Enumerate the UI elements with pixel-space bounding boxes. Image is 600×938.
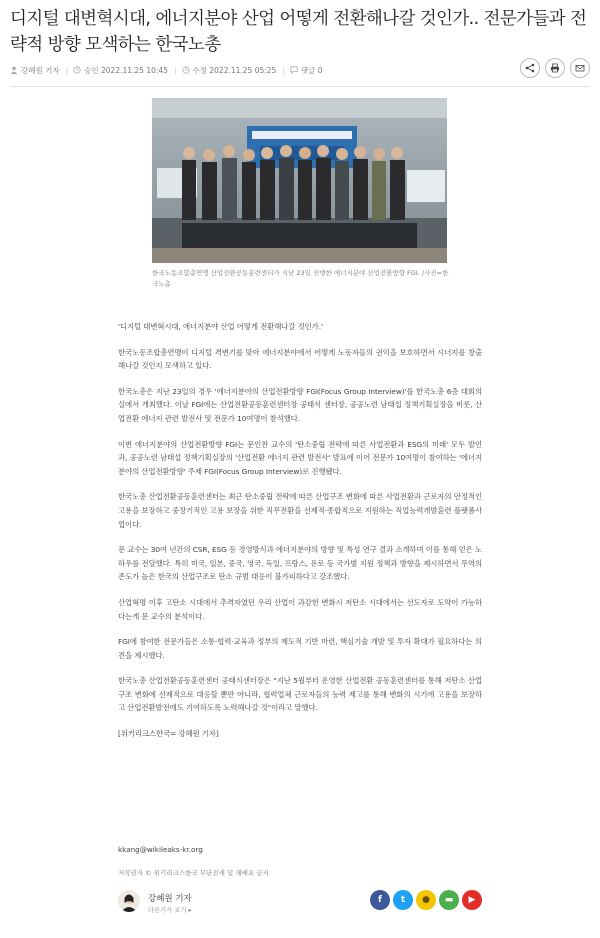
- byline-bracket: [위키리크스한국= 강혜원 기자]: [118, 729, 219, 739]
- author-name-meta: 강혜원 기자: [21, 65, 60, 75]
- paragraph: '디지털 대변혁시대, 에너지분야 산업 어떻게 전환해나갈 것인가.': [118, 322, 323, 331]
- share-button[interactable]: [520, 58, 540, 78]
- mail-icon: [575, 63, 585, 73]
- comments-meta[interactable]: [290, 65, 323, 76]
- modified-meta: [182, 65, 277, 76]
- paragraph: 산업혁명 이후 고탄소 시대에서 추격자였던 우리 산업이 과감한 변화시 저탄소 시대에서는 선도자로 도약이 가능하다는게 문 교수의 분석이다.: [118, 597, 482, 621]
- paragraph: 문 교수는 30여 년간의 CSR, ESG 등 경영방식과 에너지분야의 방향 및 특성 연구 결과 소개하며 이를 통해 얻은 노하우를 전달했다. 특히 미국, 일본, 중국, 영국, 독일, 프랑스, 유로 등 국가별 지원 정책과 방향을 제시하면서 무역의존도가 높은 한국의 산업구조로 탄소 규범 대응이 불가피하다고 강조했다.: [118, 545, 482, 582]
- comment-icon: [290, 66, 298, 74]
- paragraph: 한국노총 산업전환공동훈련센터는 최근 탄소중립 전략에 따른 산업구조 변화에 따른 사업전환과 근로자의 안정적인 고용을 보장하고 중장기적인 고용 보장을 위한 직무전환을 선제적·종합적으로 지원하는 직업능력개발훈련 플랫폼사업이다.: [118, 492, 482, 529]
- more-articles-link[interactable]: 다른기사 보기 ▸: [148, 907, 192, 914]
- copyright-notice: 저작권자 © 위키리크스한국 무단전재 및 재배포 금지: [118, 869, 269, 877]
- article-title: 디지털 대변혁시대, 에너지분야 산업 어떻게 전환해나갈 것인가.. 전문가들과 전략적 방향 모색하는 한국노총: [10, 9, 587, 55]
- photo-caption: 한국노동조합총연맹 산업전환공동훈련센터가 지난 23일 진행한 에너지분야 산업전환방향 FGI. /사진=한국노총: [152, 269, 449, 288]
- clock-icon: [73, 66, 81, 74]
- share-icon: [525, 63, 535, 73]
- clock-icon: [182, 66, 190, 74]
- author-email[interactable]: kkang@wikileaks-kr.org: [118, 845, 203, 854]
- approved-meta: [73, 65, 168, 76]
- share-bar: [370, 890, 482, 910]
- kakaostory-icon[interactable]: ●: [416, 890, 436, 910]
- paragraph: 한국노총은 지난 23일의 경우 '에너지분야의 산업전환방향 FGI(Focus Group Interview)'를 한국노총 6층 대회의실에서 개최했다. 이날 FGI에는 산업전환공동훈련센터장 공태식 센터장, 공공노련 남태섭 정책기획실장을 비롯, 산업전환 에너지 관련 발전사 및 전문가 10여명이 참석했다.: [118, 386, 482, 423]
- author-meta: [10, 65, 60, 76]
- print-icon: [550, 63, 560, 73]
- paragraph: 이번 에너지분야의 산업전환방향 FGI는 문인찬 교수의 '탄소중립 전략에 따른 사업전환과 ESG의 미래' 모두 발언과, 공공노련 남태섭 정책기획실장의 '산업전환 에너지 관련 발전사' 발표에 이어 전문가 10여명이 참여하는 '에너지분야의 산업전환방향' 주제 FGI(Focus Group Interview)로 진행됐다.: [118, 439, 482, 476]
- person-icon: [10, 66, 18, 74]
- article-tools: [520, 58, 590, 78]
- avatar[interactable]: [118, 890, 140, 912]
- paragraph: 한국노동조합총연맹이 디지털 격변기를 맞아 에너지분야에서 어떻게 노동자들의 권익을 보호하면서 시너지를 창출해나갈 것인지 모색하고 있다.: [118, 347, 482, 371]
- paragraph: FGI에 참여한 전문가들은 소통·협력·교육과 정부의 제도적 기반 마련, 핵심기술 개발 및 투자 확대가 필요하다는 의견을 제시했다.: [118, 637, 482, 660]
- divider: [10, 86, 590, 87]
- facebook-icon[interactable]: f: [370, 890, 390, 910]
- article-body: [118, 320, 482, 753]
- modified-date: 수정 2022.11.25 05:25: [192, 65, 277, 75]
- youtube-icon[interactable]: ▶: [462, 890, 482, 910]
- comment-count: 댓글 0: [300, 65, 323, 75]
- print-button[interactable]: [545, 58, 565, 78]
- mail-button[interactable]: [570, 58, 590, 78]
- author-box-name[interactable]: 강혜원 기자: [148, 894, 192, 904]
- author-box: [118, 890, 482, 928]
- article-photo[interactable]: [152, 98, 447, 263]
- article-meta: 강혜원 기자 | 승인 2022.11.25 10:45 | 수정 2022.11.25 05:25 | 댓글 0: [10, 62, 590, 78]
- approved-date: 승인 2022.11.25 10:45: [84, 65, 168, 75]
- paragraph: 한국노총 산업전환공동훈련센터 공태식센터장은 "지난 5월부터 운영한 산업전환 공동훈련센터를 통해 저탄소 산업구조 변화에 선제적으로 대응할 뿐만 아니라, 협력업체 근로자들의 능력 제고를 통해 변화의 시기에 고용을 보장하고 산업전환발전에도 기여하도록 노력해나갈 것"이라고 말했다.: [118, 676, 482, 713]
- twitter-icon[interactable]: t: [393, 890, 413, 910]
- kakaotalk-icon[interactable]: ▬: [439, 890, 459, 910]
